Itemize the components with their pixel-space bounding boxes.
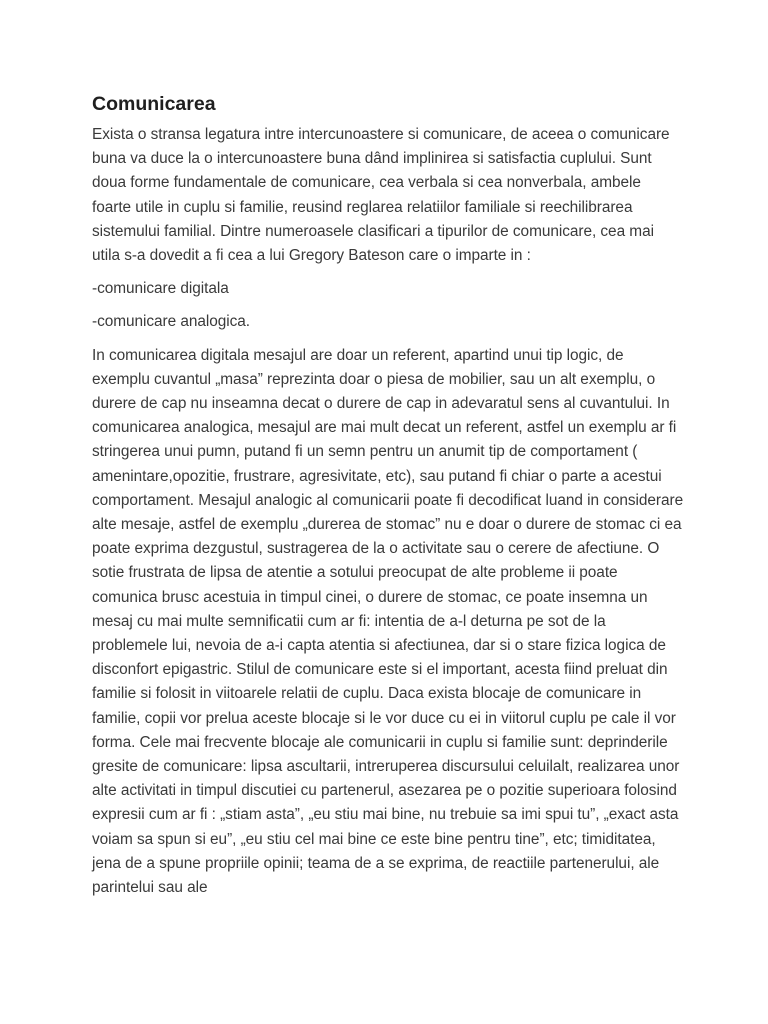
paragraph-body: In comunicarea digitala mesajul are doar un referent, apartind unui tip logic, de exemplu cuvantul „masa” reprezinta doar o piesa de mobilier, sau un alt exemplu, o durere de cap nu inseamna decat o durere de cap in adevaratul sens al cuvantului. In comunicarea analogica, mesajul are mai mult decat un referent, astfel un exemplu ar fi stringerea unui pumn, putand fi un semn pentru un anumit tip de comportament ( amenintare,opozitie, frustrare, agresivitate, etc), sau putand fi chiar o parte a acestui comportament. Mesajul analogic al comunicarii poate fi decodificat luand in considerare alte mesaje, astfel de exemplu „durerea de stomac” nu e doar o durere de stomac ci ea poate exprima dezgustul, sustragerea de la o activitate sau o cerere de afectiune. O sotie frustrata de lipsa de atentie a sotului preocupat de alte probleme ii poate comunica brusc acestuia in timpul cinei, o durere de stomac, ce poate insemna un mesaj cu mai multe semnificatii cum ar fi: intentia de a-l deturna pe sot de la problemele lui, nevoia de a-i capta atentia si afectiunea, dar si o stare fizica logica de disconfort epigastric. Stilul de comunicare este si el important, acesta fiind preluat din familie si folosit in viitoarele relatii de cuplu. Daca exista blocaje de comunicare in familie, copii vor prelua aceste blocaje si le vor duce cu ei in viitorul cuplu pe cale il vor forma. Cele mai frecvente blocaje ale comunicarii in cuplu si familie sunt: deprinderile gresite de comunicare: lipsa ascultarii, intreruperea discursului celuilalt, realizarea unor alte activitati in timpul discutiei cu partenerul, asezarea pe o pozitie superioara folosind expresii cum ar fi : „stiam asta”, „eu stiu mai bine, nu trebuie sa imi spui tu”, „exact asta voiam sa spun si eu”, „eu stiu cel mai bine ce este bine pentru tine”, etc; timiditatea, jena de a spune propriile opinii; teama de a se exprima, de reactiile partenerului, ale parintelui sau ale	[92, 346, 684, 897]
document-page	[92, 90, 684, 909]
document-title: Comunicarea	[92, 93, 216, 115]
list-item-analogic: -comunicare analogica.	[92, 313, 251, 331]
paragraph-intro: Exista o stransa legatura intre intercunoastere si comunicare, de aceea o comunicare buna va duce la o intercunoastere buna dând implinirea si satisfactia cuplului. Sunt doua forme fundamentale de comunicare, cea verbala si cea nonverbala, ambele foarte utile in cuplu si familie, reusind reglarea relatiilor familiale si reechilibrarea sistemului familial. Dintre numeroasele clasificari a tipurilor de comunicare, cea mai utila s-a dovedit a fi cea a lui Gregory Bateson care o imparte in :	[92, 126, 670, 265]
list-item-digital: -comunicare digitala	[92, 280, 229, 298]
